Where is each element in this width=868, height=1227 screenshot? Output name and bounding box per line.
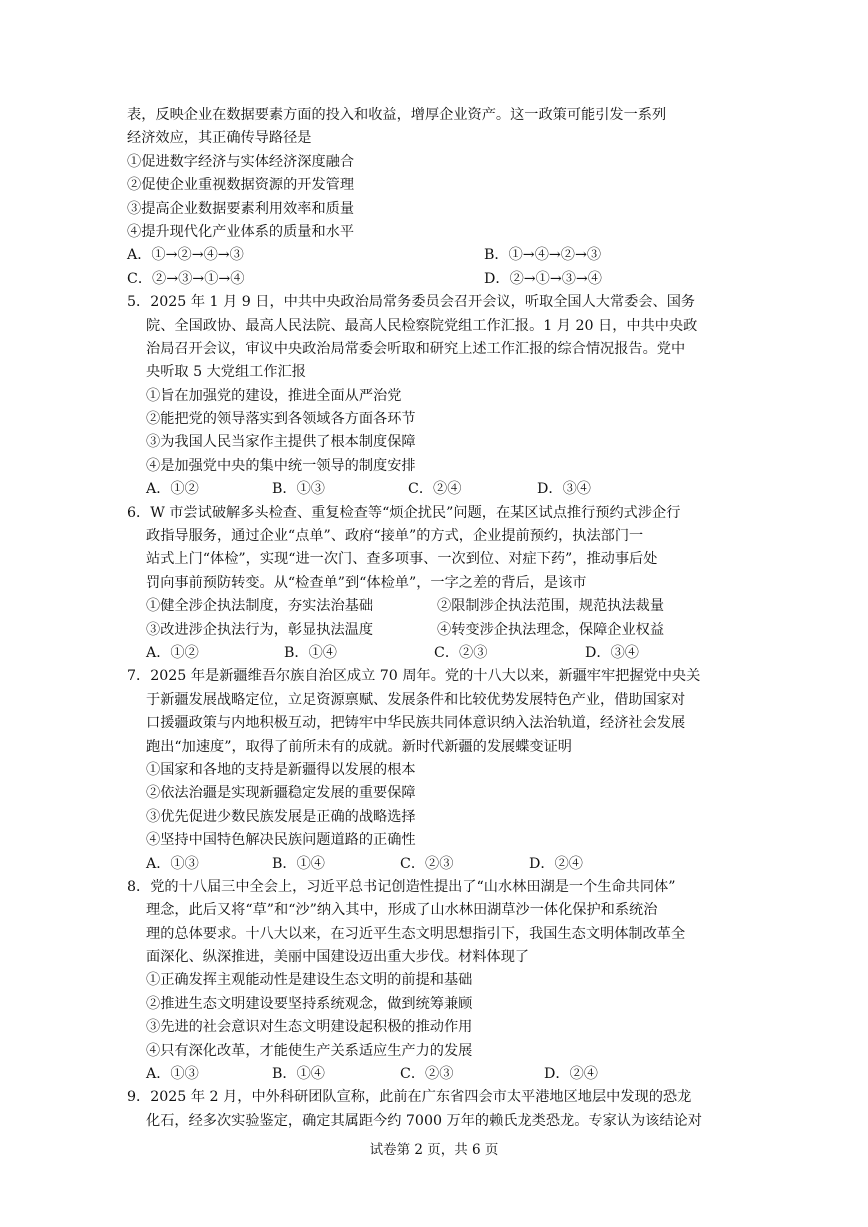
question-5-option-c[interactable]: C．②④ <box>408 481 462 498</box>
question-5-option-d[interactable]: D．③④ <box>537 481 591 498</box>
question-5-item: ②能把党的领导落实到各领域各方面各环节 <box>146 411 416 428</box>
question-4-stem-line: 经济效应，其正确传导路径是 <box>127 130 312 147</box>
question-7-item: ①国家和各地的支持是新疆得以发展的根本 <box>146 761 416 778</box>
question-8-option-b[interactable]: B．①④ <box>272 1066 325 1083</box>
question-8-stem-line: 8．党的十八届三中全会上，习近平总书记创造性提出了“山水林田湖是一个生命共同体” <box>127 878 676 895</box>
question-8-item: ④只有深化改革，才能使生产关系适应生产力的发展 <box>146 1042 473 1059</box>
question-8 <box>127 876 737 1087</box>
question-5-stem-line: 5．2025 年 1 月 9 日，中共中央政治局常务委员会召开会议，听取全国人大常委会、国务 <box>127 294 696 311</box>
question-8-option-a[interactable]: A．①③ <box>146 1066 199 1083</box>
question-6-stem-line: 6．W 市尝试破解多头检查、重复检查等“烦企扰民”问题，在某区试点推行预约式涉企行 <box>127 504 681 521</box>
question-8-item: ③先进的社会意识对生态文明建设起积极的推动作用 <box>146 1019 473 1036</box>
question-5-item: ④是加强党中央的集中统一领导的制度安排 <box>146 457 416 474</box>
question-7-item: ②依法治疆是实现新疆稳定发展的重要保障 <box>146 785 416 802</box>
question-6-items-row <box>127 619 737 642</box>
question-8-item: ②推进生态文明建设要坚持系统观念，做到统筹兼顾 <box>146 995 473 1012</box>
question-4-option-b[interactable]: B．①→④→②→③ <box>484 247 602 264</box>
question-6-option-c[interactable]: C．②③ <box>434 644 488 661</box>
question-6-stem-line: 罚向事前预防转变。从“检查单”到“体检单”，一字之差的背后，是该市 <box>146 574 587 591</box>
question-7-stem-line: 口援疆政策与内地积极互动，把铸牢中华民族共同体意识纳入法治轨道，经济社会发展 <box>146 715 686 732</box>
question-4-option-d[interactable]: D．②→①→③→④ <box>484 270 602 287</box>
question-4-option-a[interactable]: A．①→②→④→③ <box>127 247 244 264</box>
question-4-item: ②促使企业重视数据资源的开发管理 <box>127 177 355 194</box>
question-8-option-d[interactable]: D．②④ <box>544 1066 598 1083</box>
question-5-option-a[interactable]: A．①② <box>146 481 199 498</box>
question-6-options-row <box>127 642 737 665</box>
question-9-stem-line: 化石，经多次实验鉴定，确定其属距今约 7000 万年的赖氏龙类恐龙。专家认为该结论对 <box>146 1112 702 1129</box>
question-8-options-row <box>127 1063 737 1086</box>
question-4-item: ③提高企业数据要素利用效率和质量 <box>127 200 355 217</box>
question-5-option-b[interactable]: B．①③ <box>272 481 325 498</box>
question-4-item: ④提升现代化产业体系的质量和水平 <box>127 223 355 240</box>
question-7 <box>127 665 737 876</box>
question-6-item: ②限制涉企执法范围，规范执法裁量 <box>437 598 665 615</box>
question-8-stem-line: 理念，此后又将“草”和“沙”纳入其中，形成了山水林田湖草沙一体化保护和系统治 <box>146 902 658 919</box>
question-7-option-c[interactable]: C．②③ <box>400 855 454 872</box>
question-5-options-row <box>127 478 737 501</box>
question-7-option-d[interactable]: D．②④ <box>529 855 583 872</box>
question-7-stem-line: 7．2025 年是新疆维吾尔族自治区成立 70 周年。党的十八大以来，新疆牢牢把握党中央关 <box>127 668 701 685</box>
question-4-item: ①促进数字经济与实体经济深度融合 <box>127 153 355 170</box>
page-content <box>127 104 737 1133</box>
question-8-item: ①正确发挥主观能动性是建设生态文明的前提和基础 <box>146 972 473 989</box>
question-6 <box>127 502 737 666</box>
question-4-stem-line: 表，反映企业在数据要素方面的投入和收益，增厚企业资产。这一政策可能引发一系列 <box>127 107 667 123</box>
question-6-stem-line: 政指导服务，通过企业“点单”、政府“接单”的方式，企业提前预约，执法部门一 <box>146 528 644 545</box>
question-7-item: ③优先促进少数民族发展是正确的战略选择 <box>146 808 416 825</box>
question-7-item: ④坚持中国特色解决民族问题道路的正确性 <box>146 832 416 849</box>
question-7-stem-line: 跑出“加速度”，取得了前所未有的成就。新时代新疆的发展蝶变证明 <box>146 738 572 755</box>
question-6-items-row <box>127 595 737 618</box>
question-4-options-row <box>127 268 737 291</box>
question-4 <box>127 104 737 291</box>
question-8-stem-line: 面深化、纵深推进，美丽中国建设迈出重大步伐。材料体现了 <box>146 949 530 966</box>
question-5-stem-line: 治局召开会议，审议中央政治局常委会听取和研究上述工作汇报的综合情况报告。党中 <box>146 340 686 357</box>
question-6-item: ①健全涉企执法制度，夯实法治基础 <box>146 598 374 615</box>
question-4-options-row <box>127 244 737 267</box>
question-9 <box>127 1086 737 1133</box>
question-7-option-b[interactable]: B．①④ <box>272 855 325 872</box>
question-7-option-a[interactable]: A．①③ <box>146 855 199 872</box>
page-footer: 试卷第 2 页，共 6 页 <box>369 1142 499 1158</box>
question-8-option-c[interactable]: C．②③ <box>400 1066 454 1083</box>
question-5-item: ①旨在加强党的建设，推进全面从严治党 <box>146 387 402 404</box>
question-5-stem-line: 央听取 5 大党组工作汇报 <box>146 364 306 381</box>
question-6-item: ④转变涉企执法理念，保障企业权益 <box>437 621 665 638</box>
question-4-option-c[interactable]: C．②→③→①→④ <box>127 270 245 287</box>
question-5-item: ③为我国人民当家作主提供了根本制度保障 <box>146 434 416 451</box>
question-7-options-row <box>127 853 737 876</box>
question-6-option-b[interactable]: B．①④ <box>284 644 337 661</box>
question-5 <box>127 291 737 502</box>
question-6-option-d[interactable]: D．③④ <box>585 644 639 661</box>
question-6-item: ③改进涉企执法行为，彰显执法温度 <box>146 621 374 638</box>
question-6-option-a[interactable]: A．①② <box>146 644 199 661</box>
question-5-stem-line: 院、全国政协、最高人民法院、最高人民检察院党组工作汇报。1 月 20 日，中共中央政 <box>146 317 698 334</box>
question-9-stem-line: 9．2025 年 2 月，中外科研团队宣称，此前在广东省四会市太平港地区地层中发现的恐龙 <box>127 1089 692 1106</box>
question-8-stem-line: 理的总体要求。十八大以来，在习近平生态文明思想指引下，我国生态文明体制改革全 <box>146 925 686 942</box>
question-6-stem-line: 站式上门“体检”，实现“进一次门、查多项事、一次到位、对症下药”，推动事后处 <box>146 551 658 568</box>
question-7-stem-line: 于新疆发展战略定位，立足资源禀赋、发展条件和比较优势发展特色产业，借助国家对 <box>146 691 686 708</box>
